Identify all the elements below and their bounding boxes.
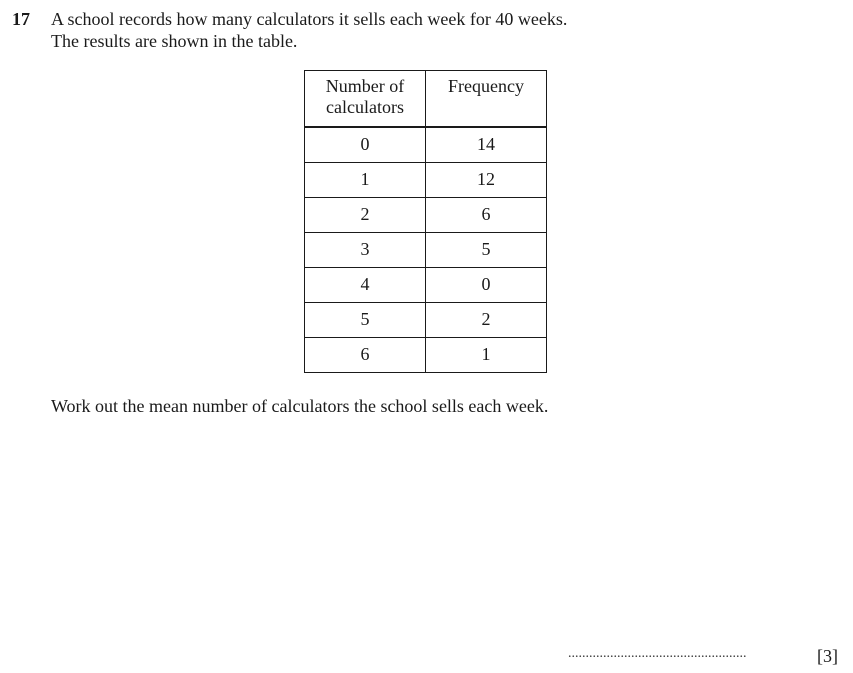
- cell-frequency: 14: [426, 127, 547, 163]
- cell-calculators: 3: [305, 232, 426, 267]
- header-number-of-calculators: [305, 71, 426, 127]
- table-row: [305, 337, 547, 372]
- cell-calculators: 5: [305, 302, 426, 337]
- cell-frequency: 2: [426, 302, 547, 337]
- table-row: [305, 302, 547, 337]
- cell-calculators: 4: [305, 267, 426, 302]
- cell-frequency: 0: [426, 267, 547, 302]
- cell-calculators: 6: [305, 337, 426, 372]
- header-frequency: Frequency: [426, 71, 547, 127]
- header-col1-line2: calculators: [326, 97, 404, 117]
- cell-frequency: 1: [426, 337, 547, 372]
- table-row: [305, 232, 547, 267]
- question-text-line2: The results are shown in the table.: [51, 31, 298, 51]
- cell-frequency: 12: [426, 162, 547, 197]
- cell-frequency: 6: [426, 197, 547, 232]
- answer-line[interactable]: ...................................................: [568, 646, 747, 661]
- question-number: 17: [12, 9, 30, 29]
- cell-calculators: 2: [305, 197, 426, 232]
- cell-calculators: 1: [305, 162, 426, 197]
- table-row: [305, 127, 547, 163]
- marks-label: [3]: [817, 646, 838, 666]
- cell-frequency: 5: [426, 232, 547, 267]
- table-header-row: [305, 71, 547, 127]
- question-text-line1: A school records how many calculators it sells each week for 40 weeks.: [51, 9, 568, 29]
- cell-calculators: 0: [305, 127, 426, 163]
- header-col1-line1: Number of: [325, 76, 405, 96]
- frequency-table: [304, 70, 547, 373]
- table-row: [305, 197, 547, 232]
- table-row: [305, 267, 547, 302]
- question-prompt: Work out the mean number of calculators the school sells each week.: [51, 396, 549, 416]
- table-row: [305, 162, 547, 197]
